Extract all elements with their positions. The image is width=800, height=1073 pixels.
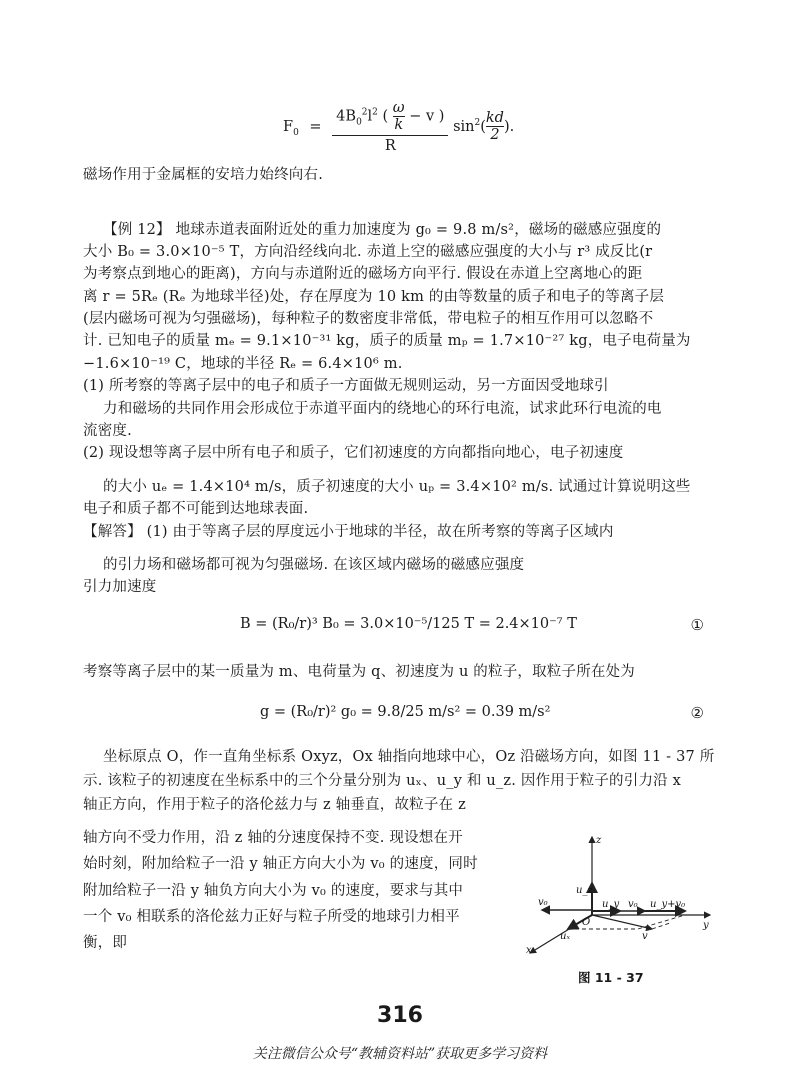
- text-line: 电子和质子都不可能到达地球表面.: [83, 501, 309, 517]
- text-line: 大小 B₀ = 3.0×10⁻⁵ T，方向沿经线向北. 赤道上空的磁感应强度的大小与 r³ 成反比(r: [83, 244, 653, 260]
- text-line: 离 r = 5Rₑ (Rₑ 为地球半径)处，存在厚度为 10 km 的由等数量的质子和电子的等离子层: [83, 289, 665, 305]
- text-line: 考察等离子层中的某一质量为 m、电荷量为 q、初速度为 u 的粒子，取粒子所在处为: [83, 664, 636, 680]
- text-line: 示. 该粒子的初速度在坐标系中的三个分量分别为 uₓ、u_y 和 u_z. 因作用于粒子的引力沿 x: [83, 773, 682, 789]
- text-line: 始时刻，附加给粒子一沿 y 轴正方向大小为 v₀ 的速度，同时: [83, 856, 478, 872]
- figure-label: v: [642, 931, 648, 942]
- figure-label: v₀: [628, 899, 638, 910]
- figure-label: z: [596, 835, 602, 846]
- text-line: 一个 v₀ 相联系的洛伦兹力正好与粒子所受的地球引力相平: [83, 909, 460, 925]
- text-line: 【解答】 (1) 由于等离子层的厚度远小于地球的半径，故在所考察的等离子区域内: [83, 524, 614, 540]
- text-line: 为考察点到地心的距离)，方向与赤道附近的磁场方向平行. 假设在赤道上空离地心的距: [83, 266, 643, 282]
- text-line: 坐标原点 O，作一直角坐标系 Oxyz，Ox 轴指向地球中心，Oz 沿磁场方向，如图 11 - 37 所: [103, 749, 715, 765]
- formula-top: $F_0$ = $4B_0^2l^2$ ( $\frac{\omega}{k}$ − v ) R $\sin^2$( $\frac{kd}{2}$ ).: [283, 100, 515, 154]
- text-line: (1) 所考察的等离子层中的电子和质子一方面做无规则运动，另一方面因受地球引: [83, 378, 609, 394]
- figure-label: y: [703, 920, 709, 931]
- text-line: 计. 已知电子的质量 mₑ = 9.1×10⁻³¹ kg，质子的质量 mₚ = 1.7×10⁻²⁷ kg，电子电荷量为: [83, 333, 691, 349]
- text-line: 的引力场和磁场都可视为匀强磁场. 在该区域内磁场的磁感应强度: [103, 557, 525, 573]
- text-line: 流密度.: [83, 423, 132, 439]
- formula-b: B = (R₀/r)³ B₀ = 3.0×10⁻⁵/125 T = 2.4×10⁻⁷ T: [240, 616, 577, 632]
- equation-number: ②: [690, 704, 704, 722]
- formula-g: g = (R₀/r)² g₀ = 9.8/25 m/s² = 0.39 m/s²: [260, 704, 551, 720]
- text-line: 【例 12】 地球赤道表面附近处的重力加速度为 g₀ = 9.8 m/s²，磁场的磁感应强度的: [103, 222, 662, 238]
- v-vector: [592, 915, 652, 929]
- text-line: 轴正方向，作用于粒子的洛伦兹力与 z 轴垂直，故粒子在 z: [83, 797, 466, 813]
- text-line: (2) 现设想等离子层中所有电子和质子，它们初速度的方向都指向地心，电子初速度: [83, 445, 624, 461]
- text-line: 衡，即: [83, 935, 128, 951]
- figure-11-37: [520, 825, 720, 965]
- page-number: 316: [377, 1003, 423, 1028]
- figure-label: v₀: [538, 897, 548, 908]
- figure-label: u_y+v₀: [650, 899, 686, 910]
- text-line: 力和磁场的共同作用会形成位于赤道平面内的绕地心的环行电流，试求此环行电流的电: [103, 401, 662, 417]
- text-line: 磁场作用于金属框的安培力始终向右.: [83, 167, 324, 183]
- text-line: −1.6×10⁻¹⁹ C，地球的半径 Rₑ = 6.4×10⁶ m.: [83, 356, 403, 372]
- footer-note: 关注微信公众号“教辅资料站”获取更多学习资料: [252, 1046, 548, 1062]
- text-line: 附加给粒子一沿 y 轴负方向大小为 v₀ 的速度，要求与其中: [83, 883, 464, 899]
- text-line: 的大小 uₑ = 1.4×10⁴ m/s，质子初速度的大小 uₚ = 3.4×10² m/s. 试通过计算说明这些: [103, 479, 691, 495]
- equation-number: ①: [690, 616, 704, 634]
- figure-label: x: [526, 945, 532, 956]
- text-line: (层内磁场可视为匀强磁场)，每种粒子的数密度非常低，带电粒子的相互作用可以忽略不: [83, 311, 654, 327]
- figure-caption: 图 11 - 37: [578, 970, 644, 985]
- figure-label: u_z: [576, 885, 593, 896]
- text-line: 轴方向不受力作用，沿 z 轴的分速度保持不变. 现设想在开: [83, 830, 463, 846]
- figure-label: u_y: [602, 899, 620, 910]
- text-line: 引力加速度: [83, 579, 157, 595]
- figure-label: O: [582, 917, 591, 928]
- figure-label: uₓ: [560, 931, 570, 942]
